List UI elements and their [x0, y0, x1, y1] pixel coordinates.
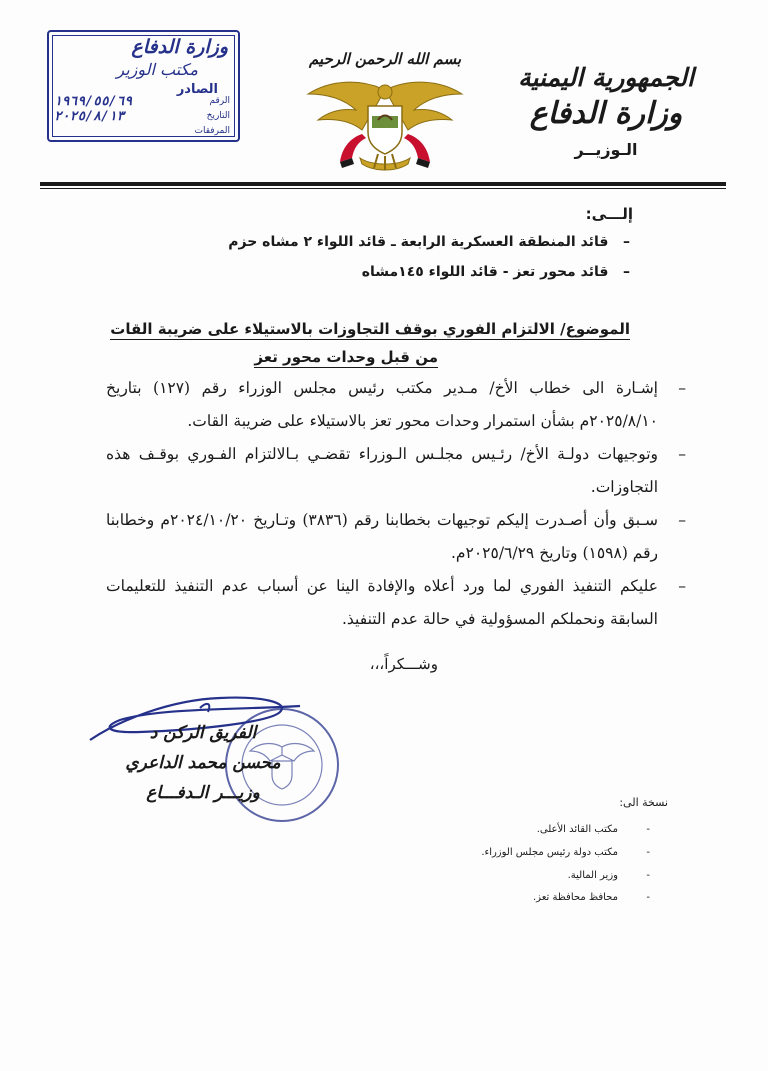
signatory-name: محسن محمد الداعري: [125, 753, 281, 773]
bullet-dash: –: [608, 264, 630, 280]
bullet-dash: -: [646, 892, 650, 903]
stamp-date-label: التاريخ: [206, 111, 230, 121]
stamp-office: مكتب الوزير: [116, 60, 198, 79]
letterhead-ministry: [506, 62, 706, 159]
to-label: إلـــى:: [585, 205, 633, 223]
bullet-dash: -: [646, 847, 650, 858]
stamp-date-value: ٢٠٢٥/٨/١٣: [54, 109, 125, 124]
header-rule: [40, 182, 726, 186]
basmala-text: بسم الله الرحمن الرحيم: [308, 50, 462, 68]
bullet-dash: –: [608, 234, 630, 250]
copy-recipient: محافظ محافظة تعز.: [533, 892, 618, 903]
stamp-number-label: الرقم: [209, 96, 230, 106]
signatory-rank: الفريق الركن د: [149, 723, 257, 743]
subject-line-continued: من قبل وحدات محور تعز: [254, 348, 438, 366]
copy-recipient: مكتب دولة رئيس مجلس الوزراء.: [481, 847, 618, 858]
stamp-issued: الصادر: [176, 82, 218, 97]
recipient-line: – قائد المنطقة العسكرية الرابعة ـ قائد اللواء ٢ مشاه حزم: [228, 234, 630, 250]
letter-body: [106, 372, 686, 636]
subject-line: الموضوع/ الالتزام الفوري بوقف التجاوزات بالاستيلاء على ضريبة القات: [110, 320, 630, 338]
signatory-title: وزيـــر الـدفـــاع: [146, 783, 260, 803]
body-paragraph: – سـبق وأن أصـدرت إليكم توجيهات بخطابنا رقم (٣٨٣٦) وتـاريخ ٢٠٢٤/١٠/٢٠م وخطابنا رقم (١٥٩٨) وتاريخ ٢٠٢٥/٦/٢٩م.: [106, 511, 686, 562]
copy-recipient: مكتب القائد الأعلى.: [536, 824, 618, 835]
copies-label: نسخة الى:: [619, 796, 668, 809]
stamp-attachments-label: المرفقات: [194, 126, 230, 136]
closing-thanks: وشـــكراً،،،: [369, 655, 438, 673]
body-paragraph: – عليكم التنفيذ الفوري لما ورد أعلاه والإفادة الينا عن أسباب عدم التنفيذ للتعليمات السابقة ونحملكم المسؤولية في حالة عدم التنفيذ.: [106, 577, 686, 628]
ministry-name: وزارة الدفاع: [529, 96, 683, 131]
header-rule-thin: [40, 188, 726, 189]
minister-label: الـوزيــر: [574, 140, 638, 159]
stamp-fields: [54, 94, 230, 139]
stamp-number-value: ١٩٦٩/٥٥/٦٩: [54, 94, 133, 109]
national-emblem: [290, 50, 480, 180]
republic-name: الجمهورية اليمنية: [518, 63, 694, 92]
signature-block: [93, 718, 313, 808]
registry-stamp: [47, 30, 240, 142]
body-paragraph: – وتوجيهات دولـة الأخ/ رئـيس مجلـس الـوزراء تقضـي بـالالتزام الفـوري بوقـف هذه التجاوزات.: [106, 445, 686, 496]
recipient-line: – قائد محور تعز - قائد اللواء ١٤٥مشاه: [361, 264, 630, 280]
stamp-title: وزارة الدفاع: [131, 36, 228, 58]
copy-recipient: وزير المالية.: [567, 870, 618, 881]
body-paragraph: – إشـارة الى خطاب الأخ/ مـدير مكتب رئيس مجلس الوزراء رقم (١٢٧) بتاريخ ٢٠٢٥/٨/١٠م بشأن استمرار وحدات محور تعز بالاستيلاء على ضريبة القات.: [106, 379, 686, 430]
eagle-emblem-icon: [290, 50, 480, 180]
bullet-dash: -: [646, 870, 650, 881]
bullet-dash: -: [646, 824, 650, 835]
